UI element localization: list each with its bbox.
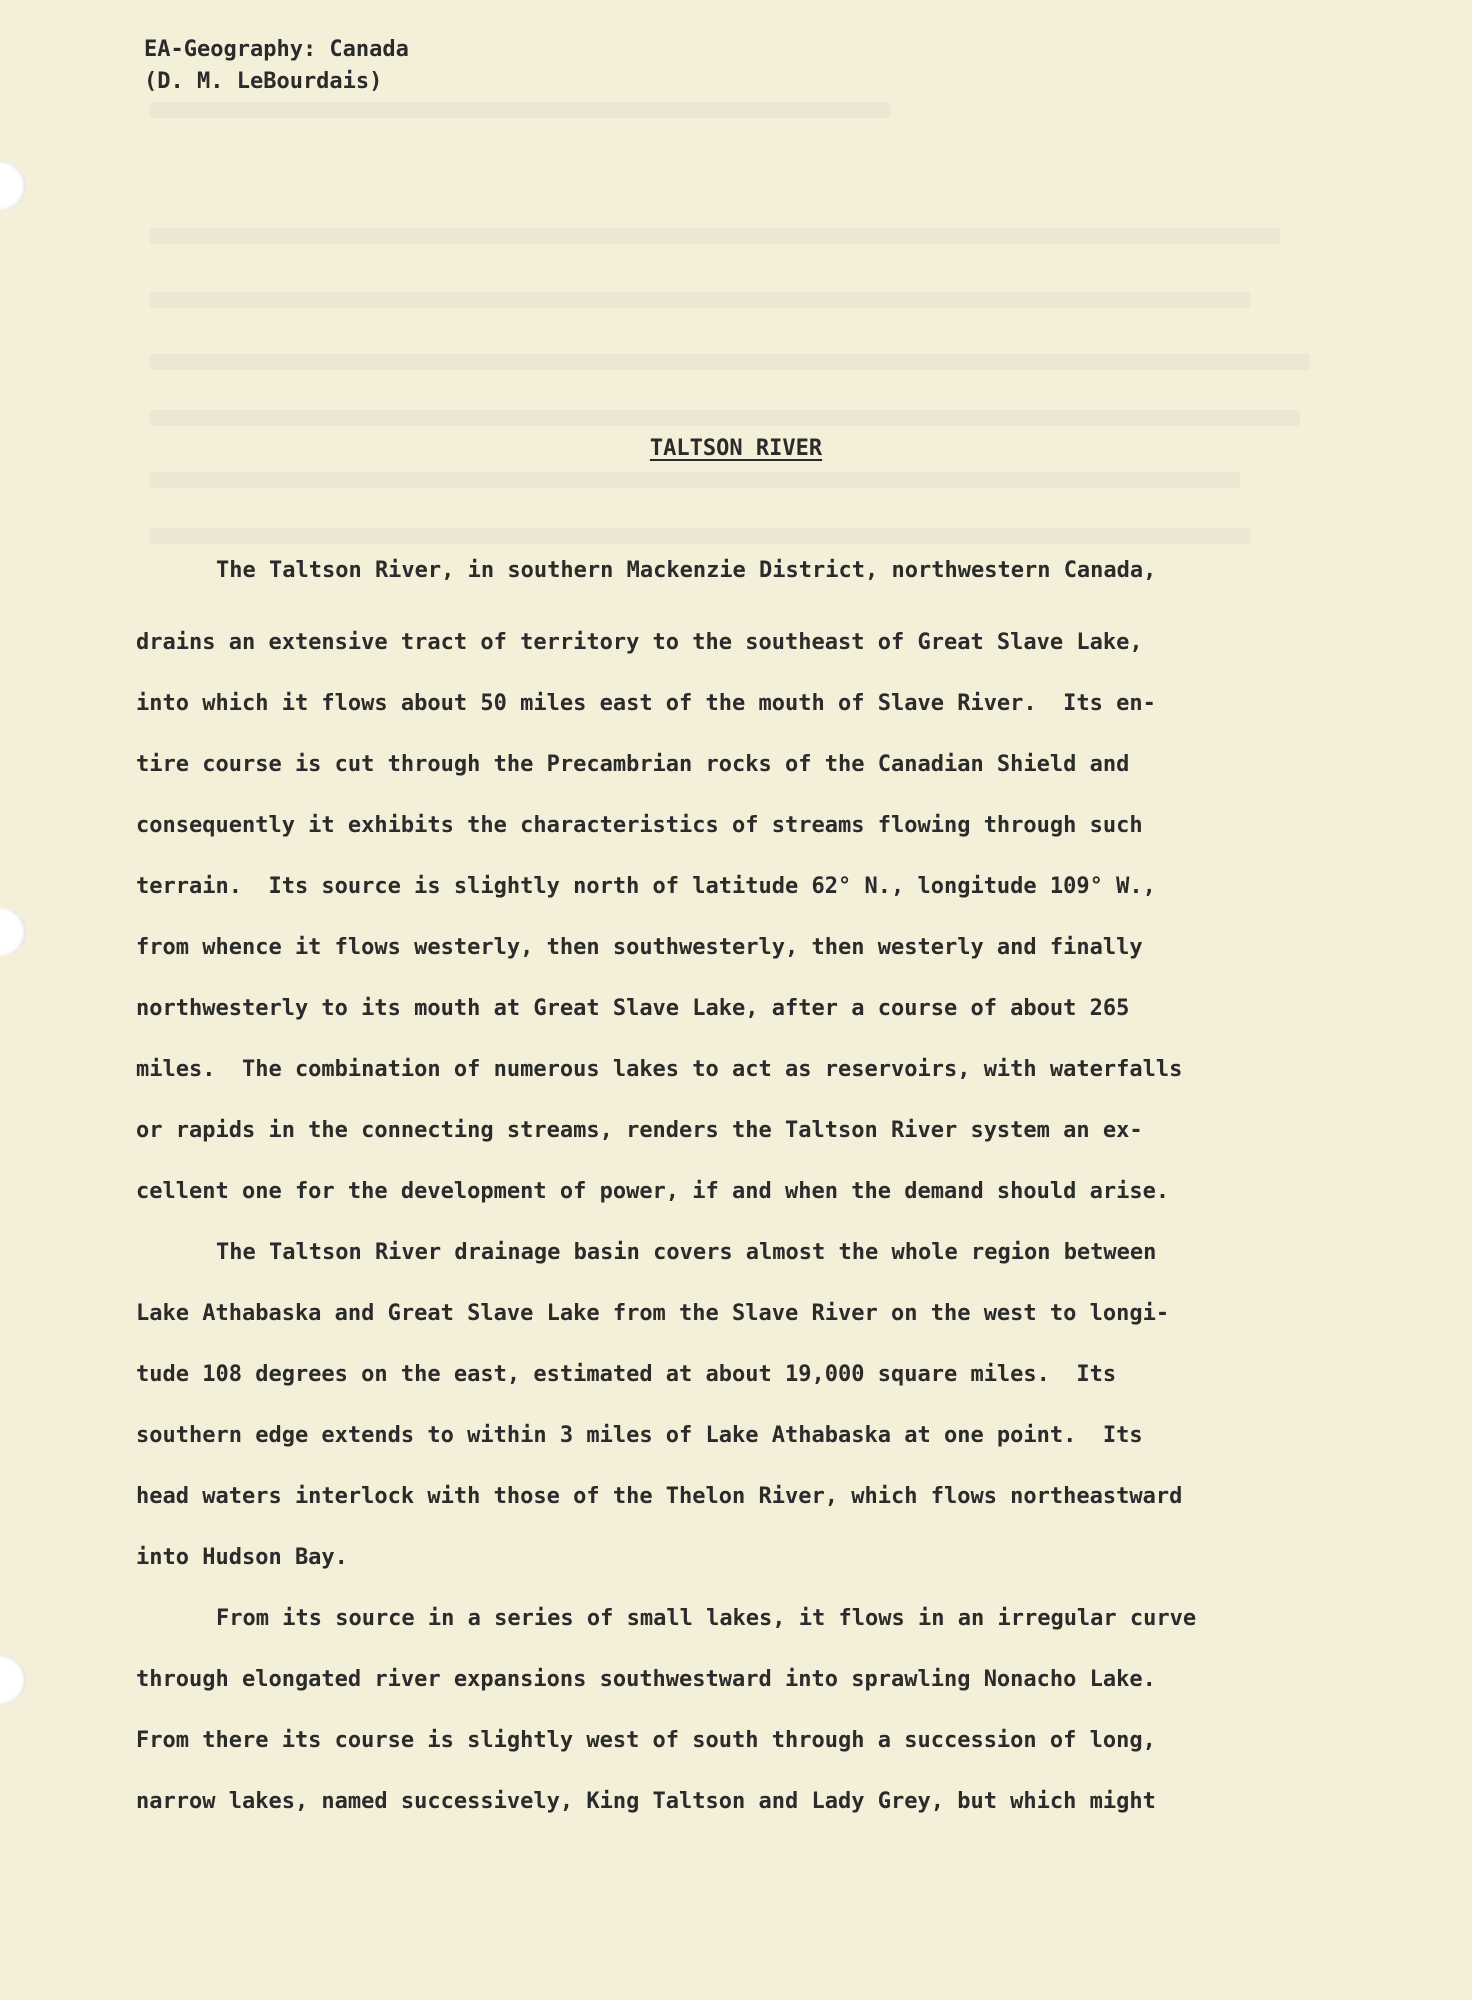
article-title: TALTSON RIVER <box>649 436 823 461</box>
text-line: From there its course is slightly west of south through a succession of long, <box>136 1728 1156 1753</box>
text-line: from whence it flows westerly, then southwesterly, then westerly and finally <box>136 935 1143 960</box>
document-header <box>144 34 409 98</box>
bleed-through-mark <box>150 528 1250 544</box>
text-line: The Taltson River drainage basin covers almost the whole region between <box>216 1240 1157 1265</box>
header-category: EA-Geography: Canada <box>144 37 409 62</box>
text-line: through elongated river expansions southwestward into sprawling Nonacho Lake. <box>136 1667 1156 1692</box>
text-line: narrow lakes, named successively, King Taltson and Lady Grey, but which might <box>136 1789 1156 1814</box>
punch-hole <box>0 908 26 956</box>
text-line: terrain. Its source is slightly north of latitude 62° N., longitude 109° W., <box>136 874 1156 899</box>
text-line: From its source in a series of small lakes, it flows in an irregular curve <box>216 1606 1197 1631</box>
header-author: (D. M. LeBourdais) <box>144 69 383 94</box>
text-line: into which it flows about 50 miles east of the mouth of Slave River. Its en- <box>136 691 1156 716</box>
bleed-through-mark <box>150 472 1240 488</box>
text-line: into Hudson Bay. <box>136 1545 348 1570</box>
bleed-through-mark <box>150 228 1280 244</box>
text-line: cellent one for the development of power, if and when the demand should arise. <box>136 1179 1170 1204</box>
text-line: tire course is cut through the Precambrian rocks of the Canadian Shield and <box>136 752 1130 777</box>
punch-hole <box>0 1656 26 1704</box>
bleed-through-mark <box>150 292 1250 308</box>
text-line: or rapids in the connecting streams, renders the Taltson River system an ex- <box>136 1118 1143 1143</box>
bleed-through-mark <box>150 102 890 118</box>
bleed-through-mark <box>150 410 1300 426</box>
text-line: The Taltson River, in southern Mackenzie District, northwestern Canada, <box>216 558 1157 583</box>
punch-hole <box>0 162 26 210</box>
text-line: miles. The combination of numerous lakes to act as reservoirs, with waterfalls <box>136 1057 1183 1082</box>
text-line: consequently it exhibits the characteristics of streams flowing through such <box>136 813 1143 838</box>
text-line: tude 108 degrees on the east, estimated at about 19,000 square miles. Its <box>136 1362 1117 1387</box>
bleed-through-mark <box>150 354 1310 370</box>
text-line: head waters interlock with those of the Thelon River, which flows northeastward <box>136 1484 1183 1509</box>
text-line: drains an extensive tract of territory to the southeast of Great Slave Lake, <box>136 630 1143 655</box>
text-line: northwesterly to its mouth at Great Slave Lake, after a course of about 265 <box>136 996 1130 1021</box>
text-line: southern edge extends to within 3 miles of Lake Athabaska at one point. Its <box>136 1423 1143 1448</box>
text-line: Lake Athabaska and Great Slave Lake from the Slave River on the west to longi- <box>136 1301 1170 1326</box>
